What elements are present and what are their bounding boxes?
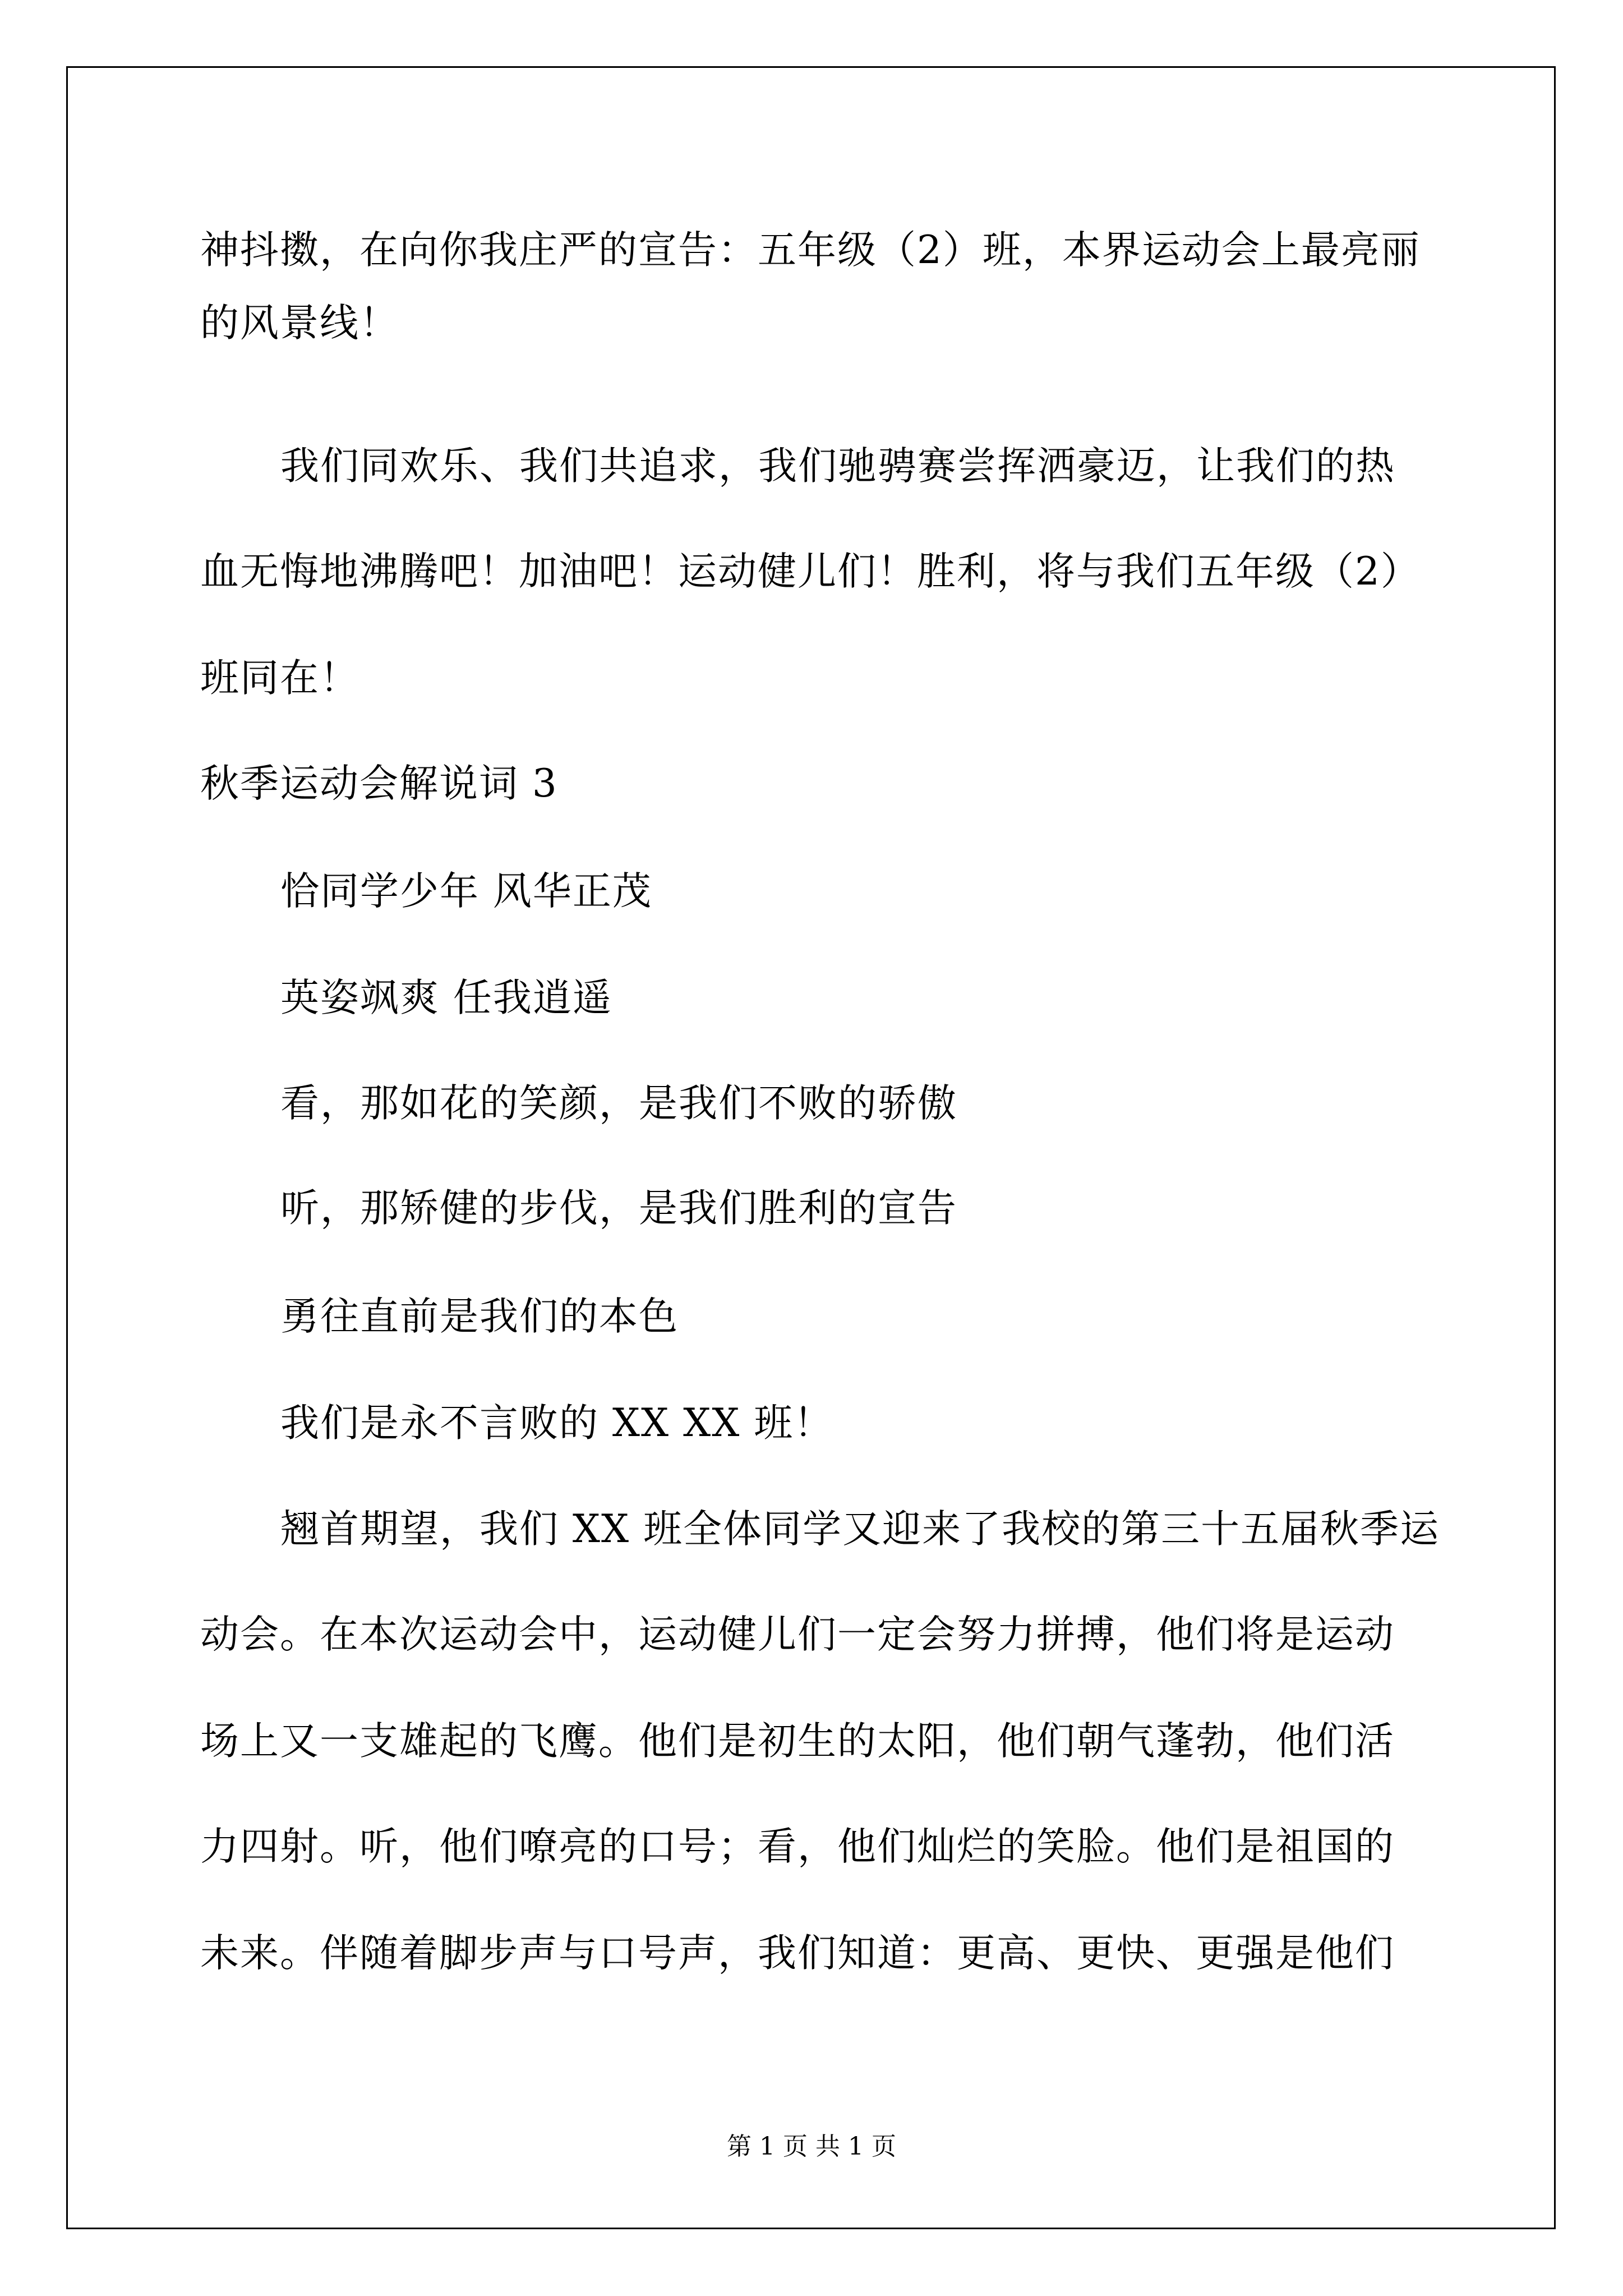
text-line: 场上又一支雄起的飞鹰。他们是初生的太阳，他们朝气蓬勃，他们活	[200, 1719, 1395, 1764]
text-line: 英姿飒爽 任我逍遥	[280, 976, 612, 1020]
text-line: 班同在！	[200, 656, 359, 701]
text-line: 翘首期望，我们 XX 班全体同学又迎来了我校的第三十五届秋季运	[280, 1507, 1440, 1552]
text-line: 我们是永不言败的 XX XX 班！	[280, 1401, 834, 1446]
text-line: 听，那矫健的步伐，是我们胜利的宣告	[280, 1186, 957, 1231]
text-line: 动会。在本次运动会中，运动健儿们一定会努力拼搏，他们将是运动	[200, 1612, 1395, 1657]
page-border	[66, 66, 1556, 2229]
text-line: 的风景线！	[200, 301, 399, 346]
text-line: 神抖擞，在向你我庄严的宣告：五年级（2）班，本界运动会上最亮丽	[200, 228, 1421, 273]
text-line: 勇往直前是我们的本色	[280, 1294, 679, 1339]
text-line: 恰同学少年 风华正茂	[280, 869, 652, 914]
page-number-footer: 第 1 页 共 1 页	[727, 2132, 896, 2161]
text-line: 血无悔地沸腾吧！加油吧！运动健儿们！胜利，将与我们五年级（2）	[200, 549, 1421, 594]
text-line: 我们同欢乐、我们共追求，我们驰骋赛尝挥洒豪迈，让我们的热	[280, 444, 1395, 489]
text-line: 看，那如花的笑颜，是我们不败的骄傲	[280, 1081, 957, 1126]
text-line: 力四射。听，他们嘹亮的口号；看，他们灿烂的笑脸。他们是祖国的	[200, 1824, 1395, 1869]
section-heading: 秋季运动会解说词 3	[200, 761, 558, 806]
text-line: 未来。伴随着脚步声与口号声，我们知道：更高、更快、更强是他们	[200, 1931, 1395, 1976]
